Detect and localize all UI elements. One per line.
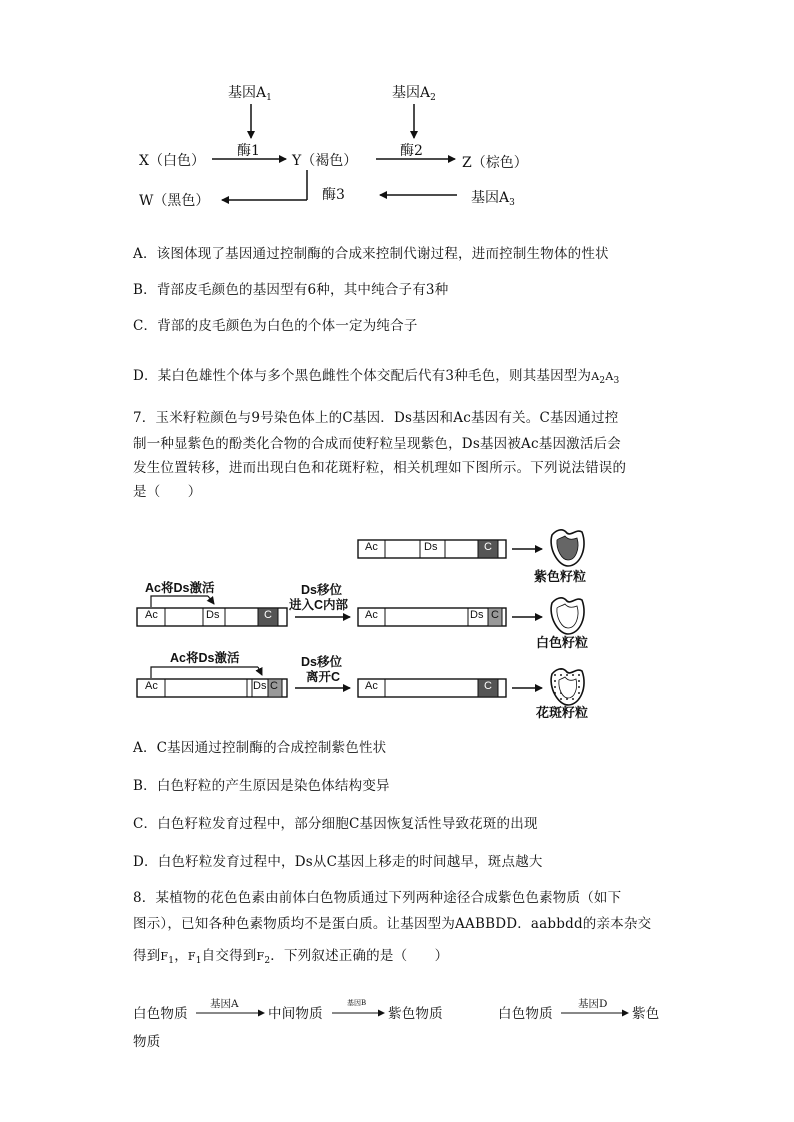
q7-line2: 制一种显紫色的酚类化合物的合成而使籽粒呈现紫色，Ds基因被Ac基因激活后会: [133, 436, 621, 452]
q8-line1: 8．某植物的花色色素由前体白色物质通过下列两种途径合成紫色色素物质（如下: [133, 890, 622, 906]
q6-option-d: D．某白色雄性个体与多个黑色雌性个体交配后代有3种毛色，则其基因型为$A_2A_3$: [133, 368, 620, 386]
move-in-label-2: 进入C内部: [289, 598, 349, 612]
row2l-c: C: [264, 609, 272, 621]
purple-kernel-label: 紫色籽粒: [534, 569, 587, 584]
activate-label-2: Ac将Ds激活: [170, 651, 240, 665]
row3r-ac: Ac: [365, 680, 378, 692]
purple-substance-2-cont: 物质: [133, 1034, 161, 1050]
row2r-ac: Ac: [365, 609, 378, 621]
q8-line2: 图示），已知各种色素物质均不是蛋白质。让基因型为AABBDD．aabbdd的亲本杂交: [133, 916, 652, 932]
white-substance-1: 白色物质: [133, 1006, 188, 1022]
enzyme1-label: 酶1: [237, 143, 260, 159]
white-substance-2: 白色物质: [498, 1006, 553, 1022]
row1-ds: Ds: [424, 541, 438, 553]
q7-line4: 是（ ）: [133, 484, 202, 500]
q7-line3: 发生位置转移，进而出现白色和花斑籽粒，相关机理如下图所示。下列说法错误的: [133, 460, 627, 476]
q7-option-c: C．白色籽粒发育过程中，部分细胞C基因恢复活性导致花斑的出现: [133, 816, 538, 832]
purple-substance-1: 紫色物质: [388, 1006, 443, 1022]
enzyme3-label: 酶3: [322, 187, 345, 203]
row3r-c: C: [484, 680, 492, 692]
row2l-ds: Ds: [206, 609, 220, 621]
q7-option-d: D．白色籽粒发育过程中，Ds从C基因上移走的时间越早，斑点越大: [133, 854, 543, 870]
move-out-label-2: 离开C: [306, 670, 341, 684]
gene-d-label: 基因D: [578, 998, 608, 1010]
q6-option-c: C．背部的皮毛颜色为白色的个体一定为纯合子: [133, 318, 418, 334]
move-out-label-1: Ds移位: [301, 655, 342, 669]
x-white-label: X（白色）: [139, 153, 205, 169]
row3l-ds: Ds: [253, 680, 267, 692]
gene-b-label: 基因B: [347, 999, 367, 1007]
q7-option-b: B．白色籽粒的产生原因是染色体结构变异: [133, 778, 390, 794]
white-kernel-label: 白色籽粒: [536, 635, 589, 650]
row1-c: C: [484, 541, 492, 553]
gene-a3-label: 基因$A_3$: [471, 190, 515, 208]
y-brown-label: Y（褐色）: [292, 153, 358, 169]
row1-ac: Ac: [365, 541, 378, 553]
q6-option-b: B．背部皮毛颜色的基因型有6种，其中纯合子有3种: [133, 282, 449, 298]
activate-label-1: Ac将Ds激活: [145, 581, 215, 595]
spotted-kernel-label: 花斑籽粒: [536, 705, 589, 720]
q7-option-a: A．C基因通过控制酶的合成控制紫色性状: [133, 740, 387, 756]
w-black-label: W（黑色）: [139, 193, 210, 209]
row2l-ac: Ac: [145, 609, 158, 621]
row3l-c: C: [270, 680, 278, 692]
middle-substance: 中间物质: [268, 1006, 323, 1022]
purple-substance-2: 紫色: [632, 1006, 660, 1022]
row2r-c: C: [491, 609, 499, 621]
q8-line3: 得到$F_1$，$F_1$自交得到$F_2$．下列叙述正确的是（ ）: [133, 948, 449, 966]
q7-line1: 7．玉米籽粒颜色与9号染色体上的C基因．Ds基因和Ac基因有关。C基因通过控: [133, 410, 619, 426]
gene-a1-label: 基因$A_1$: [228, 85, 272, 103]
row2r-ds: Ds: [470, 609, 484, 621]
row3l-ac: Ac: [145, 680, 158, 692]
gene-a-label: 基因A: [210, 998, 239, 1010]
move-in-label-1: Ds移位: [301, 583, 342, 597]
enzyme2-label: 酶2: [400, 143, 423, 159]
q6-option-a: A．该图体现了基因通过控制酶的合成来控制代谢过程，进而控制生物体的性状: [133, 246, 609, 262]
gene-a2-label: 基因$A_2$: [392, 85, 436, 103]
z-tan-label: Z（棕色）: [462, 155, 528, 171]
